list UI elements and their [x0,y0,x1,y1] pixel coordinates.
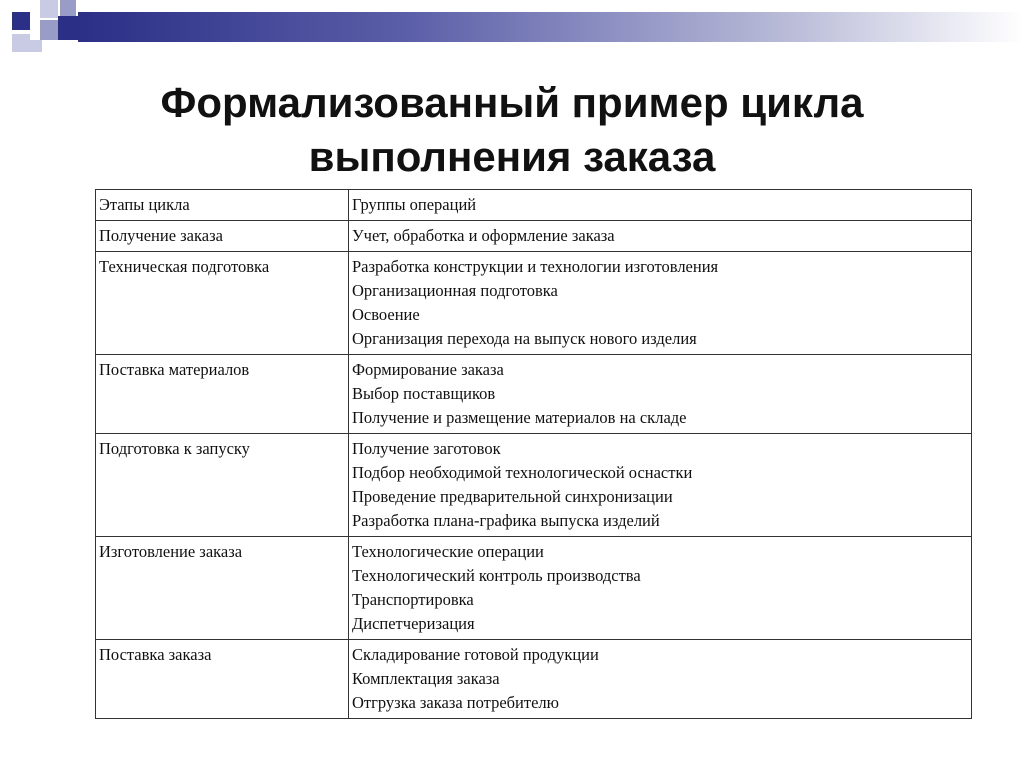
operation-item: Подбор необходимой технологической оснастки [352,463,693,482]
operations-cell [349,640,972,719]
deco-square-icon [60,0,76,16]
table-row [96,640,972,719]
deco-square-icon [40,20,58,40]
operation-item: Получение и размещение материалов на складе [352,408,687,427]
operation-item: Складирование готовой продукции [352,645,599,664]
header-gradient-bar [78,12,1024,42]
stage-cell: Техническая подготовка [96,252,349,355]
stage-cell: Поставка материалов [96,355,349,434]
title-line-1: Формализованный пример цикла [160,79,864,126]
table-row [96,434,972,537]
header-cell-operations: Группы операций [349,190,972,221]
operation-item: Технологический контроль производства [352,566,641,585]
stage-cell: Поставка заказа [96,640,349,719]
stage-cell: Получение заказа [96,221,349,252]
slide-title [0,76,1024,184]
operation-item: Комплектация заказа [352,669,500,688]
operation-item: Отгрузка заказа потребителю [352,693,559,712]
operations-cell [349,221,972,252]
operations-cell [349,434,972,537]
operation-item: Организационная подготовка [352,281,558,300]
operation-item: Разработка конструкции и технологии изготовления [352,257,719,276]
operations-cell [349,252,972,355]
operation-item: Освоение [352,305,420,324]
title-line-2: выполнения заказа [308,133,716,180]
operation-item: Организация перехода на выпуск нового изделия [352,329,697,348]
operations-cell [349,537,972,640]
stage-cell: Изготовление заказа [96,537,349,640]
deco-square-icon [30,40,42,52]
table-row [96,537,972,640]
operations-cell [349,355,972,434]
operation-item: Получение заготовок [352,439,501,458]
deco-square-icon [12,12,30,30]
table-row [96,355,972,434]
table-header-row [96,190,972,221]
operation-item: Разработка плана-графика выпуска изделий [352,511,660,530]
operation-item: Проведение предварительной синхронизации [352,487,673,506]
deco-square-icon [12,34,30,52]
table-row [96,221,972,252]
operation-item: Транспортировка [352,590,474,609]
header-cell-stages: Этапы цикла [96,190,349,221]
operation-item: Учет, обработка и оформление заказа [352,226,615,245]
operation-item: Выбор поставщиков [352,384,496,403]
operation-item: Технологические операции [352,542,544,561]
deco-square-icon [40,0,58,18]
operation-item: Формирование заказа [352,360,504,379]
deco-square-icon [58,16,78,40]
stage-cell: Подготовка к запуску [96,434,349,537]
operation-item: Диспетчеризация [352,614,475,633]
order-cycle-table [95,189,972,719]
table-row [96,252,972,355]
